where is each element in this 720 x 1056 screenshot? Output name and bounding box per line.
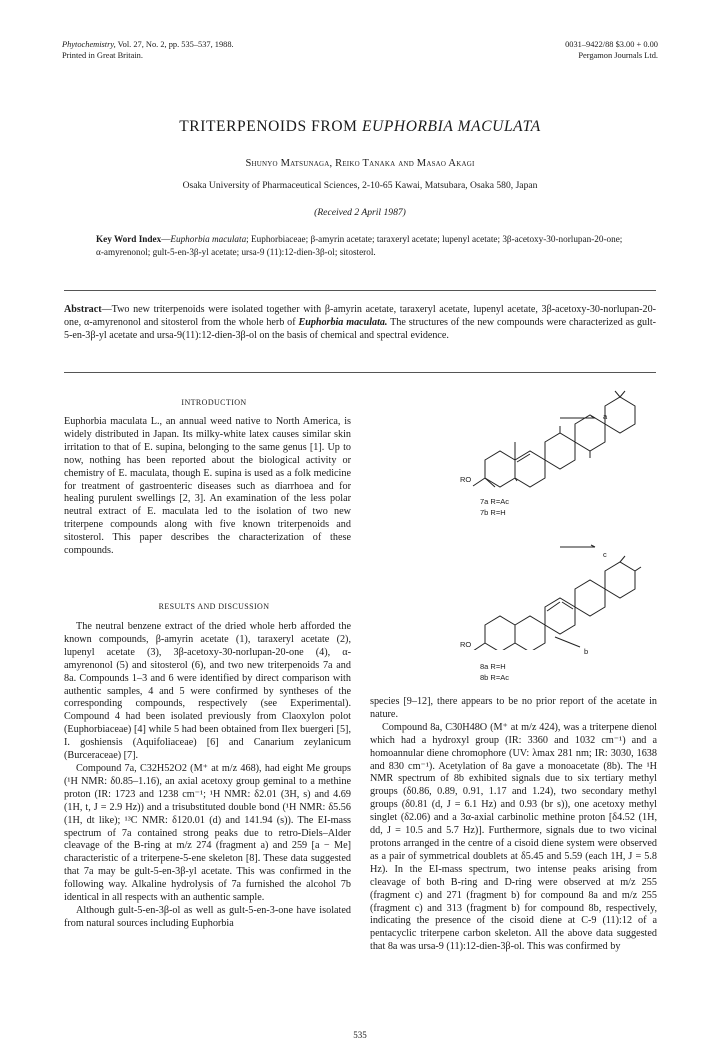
received-date: (Received 2 April 1987) <box>314 207 406 218</box>
intro-text: Euphorbia maculata L., an annual weed native to North America, is widely distributed in Japan. Its milky-white latex causes similar skin irritation to that of E. supina, belonging to the same genus [1]. Up to now, nothing has been reported about the biological activity or chemistry of E. maculata, though E. supina is used as a folk medicine for treatment of gastroenteric diseases such as diarrhoea and for healing purulent swellings [2, 3]. An examination of the less polar neutral extract of E. maculata led to the isolation of two new triterpene compounds along with five known triterpenoids and sitosterol. This paper describes the characterization of these compounds. <box>64 416 351 557</box>
paper-title <box>0 118 720 136</box>
structure-figure <box>455 390 645 650</box>
structure-8-rings <box>473 545 641 650</box>
label-7b: 7b R=H <box>480 508 506 517</box>
keyword-list: ; Euphorbiaceae; β-amyrin acetate; taraxeryl acetate; lupenyl acetate; 3β-acetoxy-30-norlupan-20-one; α-amyrenonol; gult-5-en-3β-yl acetate; ursa-9 (11):12-dien-3β-ol; sitosterol. <box>96 234 623 257</box>
results-right-column <box>370 696 657 954</box>
results-right-para-1: species [9–12], there appears to be no prior report of the acetate in nature. <box>370 696 657 720</box>
label-8b: 8b R=Ac <box>480 673 509 682</box>
intro-heading: INTRODUCTION <box>181 398 247 407</box>
abstract-text-2: The structures of the new compounds were characterized as gult-5-en-3β-yl acetate and ursa-9(11):12-dien-3β-ol on the basis of chemical and spectral evidence. <box>64 316 657 341</box>
ro-label-7: RO <box>460 475 472 484</box>
label-8a: 8a R=H <box>480 662 506 671</box>
abstract-lead: Abstract <box>64 304 102 315</box>
results-left-para-3: Although gult-5-en-3β-ol as well as gult-5-en-3-one have isolated from natural sources including Euphorbia <box>64 904 351 929</box>
abstract <box>64 304 656 342</box>
keyword-index <box>96 233 626 258</box>
printed-line: Printed in Great Britain. <box>62 50 143 60</box>
fragment-b-label: b <box>584 647 589 656</box>
abstract-genus: Euphorbia maculata. <box>298 316 388 328</box>
keyword-dash: — <box>161 234 171 244</box>
results-left-para-2: Compound 7a, C32H52O2 (M⁺ at m/z 468), had eight Me groups (¹H NMR: δ0.85–1.16), an axial acetoxy group geminal to a methine proton (IR: 1723 and 1238 cm⁻¹; ¹H NMR: δ2.01 (3H, s) and 4.69 (1H, t, J = 2.9 Hz)) and a trisubstituted double bond (¹H NMR: δ5.56 (1H, dt like); ¹³C NMR: δ120.01 (d) and 141.94 (s)). The EI-mass spectrum of 7a contained strong peaks due to retro-Diels–Alder cleavage of the B-ring at m/z 274 (fragment a) and 259 [a − Me] characteristic of a triterpene-5-ene skeleton [8]. These data suggested that 7a may be gult-5-en-3β-yl acetate. This was confirmed in the following way. Alkaline hydrolysis of 7a furnished the alcohol 7b identical in all respects with an authentic sample. <box>64 762 351 904</box>
keyword-genus: Euphorbia maculata <box>170 234 247 244</box>
intro-paragraph <box>64 416 351 558</box>
journal-citation: Vol. 27, No. 2, pp. 535–537, 1988. <box>115 40 234 49</box>
journal-name: Phytochemistry, <box>62 40 116 49</box>
results-left-para-1: The neutral benzene extract of the dried whole herb afforded the known compounds, β-amyrin acetate (1), taraxeryl acetate (2), lupenyl acetate (3), 3β-acetoxy-30-norlupan-20-one (4), α-amyrenonol (5) and sitosterol (6), and two new triterpenoids 7a and 8a. Compounds 1–3 and 6 were identified by direct comparison with authentic samples, 4 and 5 were confirmed by syntheses of the corresponding compounds, respectively (see Experimental). Compound 4 had been isolated previously from Claoxylon polot (Euphorbiaceae) [4] while 5 had been obtained from Ilex buergeri [5], I. goshiensis (Aquifoliaceae) [6] and Canarium zeylanicum (Burceraceae) [7]. <box>64 621 351 762</box>
divider-bottom <box>64 372 656 373</box>
page-number: 535 <box>353 1030 367 1040</box>
ro-label-8: RO <box>460 640 472 649</box>
journal-header <box>62 40 234 61</box>
publisher-name: Pergamon Journals Ltd. <box>578 50 658 60</box>
label-7a: 7a R=Ac <box>480 497 509 506</box>
results-right-para-2: Compound 8a, C30H48O (M⁺ at m/z 424), was a triterpene dienol which had a hydroxyl group (IR: 3360 and 1032 cm⁻¹) and a homoannular diene chromophore (UV: λmax 281 nm; IR: 3030, 1638 and 830 cm⁻¹). Acetylation of 8a gave a monoacetate (8b). The ¹H NMR spectrum of 8b exhibited signals due to six tertiary methyl groups (δ0.86, 0.89, 0.91, 1.17 and 1.24), two secondary methyl groups (δ0.81 (d, J = 6.1 Hz) and 0.93 (br s)), one acetoxy methyl singlet (δ2.06) and a 3α-axial carbinolic methine proton [δ4.52 (1H, dd, J = 10.5 and 5.7 Hz)]. Furthermore, signals due to two vicinal protons arranged in the centre of a cisoid diene system were observed as a pair of symmetrical doublets at δ5.45 and 5.59 (each 1H, J = 5.8 Hz). In the EI-mass spectrum, two intense peaks arising from cleavage of both B-ring and D-ring were observed at m/z 255 (fragment c) and 271 (fragment b) for compound 8a and m/z 255 (fragment c) and 313 (fragment b) for compound 8b, respectively, indicating the presence of the cisoid diene at C-9 (11):12 of a pentacyclic triterpene carbon skeleton. All the above data suggested that 8a was ursa-9 (11):12-dien-3β-ol. This was confirmed by <box>370 721 657 953</box>
abstract-text-1: —Two new triterpenoids were isolated together with β-amyrin acetate, taraxeryl acetate, lupenyl acetate, 3β-acetoxy-30-norlupan-20-one, α-amyrenonol and sitosterol from the whole herb of <box>64 304 656 328</box>
divider-top <box>64 290 656 291</box>
results-left-column <box>64 621 351 931</box>
fragment-a-label: a <box>603 412 608 421</box>
keyword-lead: Key Word Index <box>96 234 162 244</box>
title-main: TRITERPENOIDS FROM <box>179 118 362 135</box>
structure-7-rings <box>473 391 635 487</box>
publisher-header <box>565 40 658 61</box>
results-heading: RESULTS AND DISCUSSION <box>158 602 270 611</box>
title-genus: EUPHORBIA MACULATA <box>361 118 541 135</box>
affiliation: Osaka University of Pharmaceutical Sciences, 2-10-65 Kawai, Matsubara, Osaka 580, Japan <box>182 180 538 191</box>
fragment-c-label: c <box>603 550 607 559</box>
author-list: Shunyo Matsunaga, Reiko Tanaka and Masao Akagi <box>245 158 475 169</box>
price-code: 0031–9422/88 $3.00 + 0.00 <box>565 40 658 49</box>
